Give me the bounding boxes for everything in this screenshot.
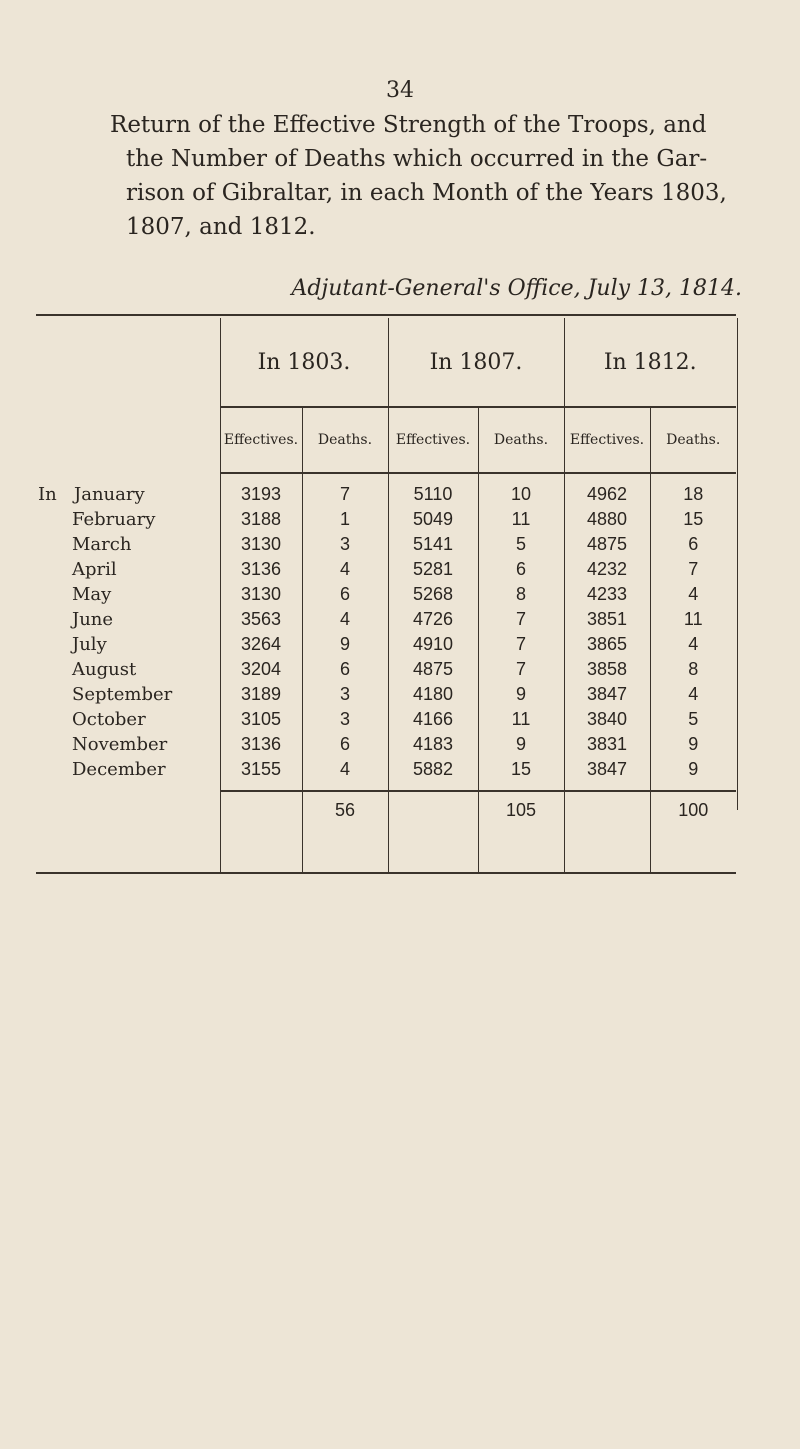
spacer-cell [478, 782, 564, 791]
deaths-1803-cell: 4 [302, 607, 388, 632]
spacer-cell [388, 782, 478, 791]
effectives-1807-cell: 5110 [388, 473, 478, 507]
effectives-1803-cell: 3136 [220, 557, 302, 582]
effectives-1812-cell: 3831 [564, 732, 650, 757]
deaths-1803-cell: 9 [302, 632, 388, 657]
deaths-1803-cell: 6 [302, 657, 388, 682]
deaths-1807-cell: 15 [478, 757, 564, 782]
table-row [36, 732, 736, 757]
month-name: May [72, 584, 112, 605]
subheader-effectives-1812: Effectives. [564, 407, 650, 473]
office-date-line: Adjutant-General's Office, July 13, 1814. [291, 276, 742, 301]
effectives-1803-cell: 3193 [220, 473, 302, 507]
document-title [110, 108, 730, 244]
returns-table [36, 318, 736, 874]
effectives-1803-cell: 3130 [220, 582, 302, 607]
effectives-1812-cell: 3865 [564, 632, 650, 657]
total-deaths-1803: 56 [302, 791, 388, 873]
effectives-1807-cell: 5141 [388, 532, 478, 557]
effectives-1807-cell: 4166 [388, 707, 478, 732]
subheader-effectives-1803: Effectives. [220, 407, 302, 473]
deaths-1812-cell: 4 [650, 682, 736, 707]
deaths-1807-cell: 8 [478, 582, 564, 607]
totals-row [36, 791, 736, 873]
totals-label-cell [36, 791, 220, 873]
table-row [36, 707, 736, 732]
deaths-1812-cell: 4 [650, 632, 736, 657]
month-prefix: In [38, 483, 57, 505]
month-cell [36, 582, 220, 607]
deaths-1812-cell: 6 [650, 532, 736, 557]
effectives-1812-cell: 4232 [564, 557, 650, 582]
month-cell [36, 507, 220, 532]
month-name: June [72, 609, 114, 630]
year-header-1807: In 1807. [388, 318, 564, 407]
table-row [36, 757, 736, 782]
deaths-1807-cell: 10 [478, 473, 564, 507]
month-name: November [72, 734, 168, 755]
effectives-1803-cell: 3189 [220, 682, 302, 707]
table-body [36, 473, 736, 782]
effectives-1803-cell: 3136 [220, 732, 302, 757]
spacer-cell [220, 782, 302, 791]
effectives-1807-cell: 4910 [388, 632, 478, 657]
returns-table-container [36, 318, 736, 818]
title-line: 1807, and 1812. [126, 214, 316, 240]
subheader-deaths-1803: Deaths. [302, 407, 388, 473]
deaths-1803-cell: 4 [302, 757, 388, 782]
table-top-rule [36, 314, 736, 316]
deaths-1807-cell: 7 [478, 657, 564, 682]
month-cell [36, 473, 220, 507]
month-cell [36, 557, 220, 582]
effectives-1803-cell: 3155 [220, 757, 302, 782]
table-row [36, 607, 736, 632]
deaths-1812-cell: 7 [650, 557, 736, 582]
year-header-1803: In 1803. [220, 318, 388, 407]
month-name: September [72, 684, 173, 705]
deaths-1812-cell: 15 [650, 507, 736, 532]
month-cell [36, 632, 220, 657]
month-name: April [72, 559, 117, 580]
total-deaths-1807: 105 [478, 791, 564, 873]
effectives-1807-cell: 5281 [388, 557, 478, 582]
effectives-1803-cell: 3105 [220, 707, 302, 732]
deaths-1812-cell: 18 [650, 473, 736, 507]
spacer-cell [564, 782, 650, 791]
effectives-1807-cell: 5268 [388, 582, 478, 607]
table-row [36, 473, 736, 507]
spacer-cell [650, 782, 736, 791]
subheader-effectives-1807: Effectives. [388, 407, 478, 473]
deaths-1807-cell: 9 [478, 682, 564, 707]
year-header-1812: In 1812. [564, 318, 736, 407]
effectives-1812-cell: 3847 [564, 682, 650, 707]
title-line: the Number of Deaths which occurred in the Gar- [126, 146, 708, 172]
effectives-1812-cell: 4233 [564, 582, 650, 607]
deaths-1803-cell: 3 [302, 707, 388, 732]
deaths-1812-cell: 4 [650, 582, 736, 607]
deaths-1812-cell: 9 [650, 757, 736, 782]
effectives-1803-cell: 3130 [220, 532, 302, 557]
deaths-1807-cell: 5 [478, 532, 564, 557]
month-cell [36, 732, 220, 757]
deaths-1803-cell: 1 [302, 507, 388, 532]
effectives-1807-cell: 4726 [388, 607, 478, 632]
spacer-cell [36, 782, 220, 791]
month-cell [36, 757, 220, 782]
month-name: October [72, 709, 146, 730]
effectives-1812-cell: 4880 [564, 507, 650, 532]
effectives-1807-cell: 5049 [388, 507, 478, 532]
deaths-1807-cell: 9 [478, 732, 564, 757]
effectives-1807-cell: 4180 [388, 682, 478, 707]
deaths-1803-cell: 6 [302, 732, 388, 757]
deaths-1807-cell: 7 [478, 607, 564, 632]
subheader-deaths-1812: Deaths. [650, 407, 736, 473]
table-row [36, 682, 736, 707]
deaths-1807-cell: 11 [478, 507, 564, 532]
deaths-1812-cell: 11 [650, 607, 736, 632]
effectives-1807-cell: 4875 [388, 657, 478, 682]
table-row [36, 632, 736, 657]
table-row [36, 532, 736, 557]
month-cell [36, 657, 220, 682]
effectives-1807-cell: 5882 [388, 757, 478, 782]
total-cell [220, 791, 302, 873]
table-row [36, 557, 736, 582]
deaths-1812-cell: 5 [650, 707, 736, 732]
effectives-1807-cell: 4183 [388, 732, 478, 757]
deaths-1807-cell: 6 [478, 557, 564, 582]
subheader-deaths-1807: Deaths. [478, 407, 564, 473]
effectives-1812-cell: 3840 [564, 707, 650, 732]
effectives-1803-cell: 3204 [220, 657, 302, 682]
deaths-1812-cell: 9 [650, 732, 736, 757]
effectives-1803-cell: 3563 [220, 607, 302, 632]
deaths-1803-cell: 6 [302, 582, 388, 607]
month-name: February [72, 509, 156, 530]
deaths-1807-cell: 11 [478, 707, 564, 732]
month-cell [36, 607, 220, 632]
effectives-1812-cell: 4875 [564, 532, 650, 557]
month-cell [36, 532, 220, 557]
month-name: July [72, 634, 107, 655]
effectives-1812-cell: 3858 [564, 657, 650, 682]
header-corner [36, 318, 220, 407]
title-line: rison of Gibraltar, in each Month of the Years 1803, [126, 180, 727, 206]
total-deaths-1812: 100 [650, 791, 736, 873]
effectives-1803-cell: 3264 [220, 632, 302, 657]
subheader-corner [36, 407, 220, 473]
month-name: March [72, 534, 132, 555]
deaths-1812-cell: 8 [650, 657, 736, 682]
effectives-1812-cell: 3847 [564, 757, 650, 782]
month-name: January [74, 483, 145, 505]
month-cell [36, 707, 220, 732]
table-row [36, 657, 736, 682]
page-number: 34 [386, 78, 414, 103]
table-row [36, 582, 736, 607]
deaths-1803-cell: 3 [302, 532, 388, 557]
month-cell [36, 682, 220, 707]
deaths-1803-cell: 4 [302, 557, 388, 582]
table-row [36, 507, 736, 532]
deaths-1803-cell: 3 [302, 682, 388, 707]
effectives-1812-cell: 3851 [564, 607, 650, 632]
spacer-cell [302, 782, 388, 791]
title-line: Return of the Effective Strength of the Troops, and [110, 112, 707, 138]
month-name: December [72, 759, 166, 780]
table-right-rule [737, 318, 738, 810]
total-cell [388, 791, 478, 873]
deaths-1807-cell: 7 [478, 632, 564, 657]
deaths-1803-cell: 7 [302, 473, 388, 507]
month-name: August [72, 659, 137, 680]
effectives-1812-cell: 4962 [564, 473, 650, 507]
effectives-1803-cell: 3188 [220, 507, 302, 532]
total-cell [564, 791, 650, 873]
